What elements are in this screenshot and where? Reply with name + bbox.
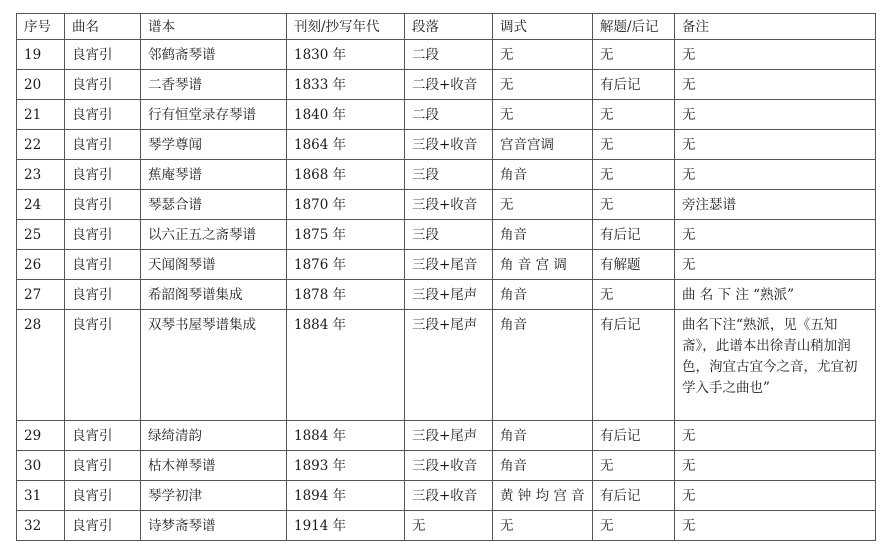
cell-section: 二段+收音	[405, 70, 493, 100]
cell-book: 枯木禅琴谱	[141, 451, 287, 481]
cell-no: 32	[17, 511, 65, 541]
cell-title: 良宵引	[65, 130, 141, 160]
cell-mode: 无	[493, 100, 593, 130]
cell-section: 三段+尾声	[405, 310, 493, 421]
table-row	[17, 40, 876, 70]
cell-mode: 无	[493, 40, 593, 70]
cell-note-title: 无	[593, 100, 675, 130]
cell-no: 19	[17, 40, 65, 70]
cell-year: 1830 年	[287, 40, 405, 70]
header-book: 谱本	[141, 14, 287, 40]
cell-note-title: 有解题	[593, 250, 675, 280]
cell-year: 1878 年	[287, 280, 405, 310]
cell-note-title: 无	[593, 40, 675, 70]
cell-year: 1884 年	[287, 310, 405, 421]
cell-year: 1914 年	[287, 511, 405, 541]
cell-book: 天闻阁琴谱	[141, 250, 287, 280]
cell-remark: 无	[675, 40, 876, 70]
cell-title: 良宵引	[65, 250, 141, 280]
cell-remark: 旁注瑟谱	[675, 190, 876, 220]
cell-no: 26	[17, 250, 65, 280]
cell-book: 诗梦斋琴谱	[141, 511, 287, 541]
cell-mode: 宫音宫调	[493, 130, 593, 160]
cell-section: 三段+尾音	[405, 250, 493, 280]
cell-remark: 无	[675, 100, 876, 130]
cell-title: 良宵引	[65, 481, 141, 511]
cell-section: 三段	[405, 220, 493, 250]
table-row	[17, 130, 876, 160]
cell-year: 1870 年	[287, 190, 405, 220]
cell-book: 琴学尊闻	[141, 130, 287, 160]
table-row	[17, 100, 876, 130]
cell-book: 琴瑟合谱	[141, 190, 287, 220]
cell-mode: 无	[493, 70, 593, 100]
cell-mode: 角音	[493, 280, 593, 310]
cell-title: 良宵引	[65, 70, 141, 100]
header-note-title: 解题/后记	[593, 14, 675, 40]
cell-section: 三段	[405, 160, 493, 190]
cell-remark: 无	[675, 481, 876, 511]
cell-year: 1868 年	[287, 160, 405, 190]
cell-remark: 无	[675, 70, 876, 100]
cell-no: 28	[17, 310, 65, 421]
cell-year: 1893 年	[287, 451, 405, 481]
cell-title: 良宵引	[65, 220, 141, 250]
cell-remark: 无	[675, 421, 876, 451]
cell-section: 三段+收音	[405, 481, 493, 511]
table-row	[17, 190, 876, 220]
cell-book: 绿绮清韵	[141, 421, 287, 451]
table-row	[17, 481, 876, 511]
table-row	[17, 160, 876, 190]
cell-book: 琴学初津	[141, 481, 287, 511]
cell-book: 邻鹤斋琴谱	[141, 40, 287, 70]
cell-remark: 无	[675, 130, 876, 160]
cell-title: 良宵引	[65, 160, 141, 190]
cell-book: 蕉庵琴谱	[141, 160, 287, 190]
cell-title: 良宵引	[65, 280, 141, 310]
cell-remark: 无	[675, 220, 876, 250]
cell-year: 1894 年	[287, 481, 405, 511]
table-row	[17, 511, 876, 541]
cell-mode: 角音	[493, 160, 593, 190]
cell-mode: 黄 钟 均 宫 音	[493, 481, 593, 511]
cell-section: 三段+收音	[405, 130, 493, 160]
cell-remark: 无	[675, 451, 876, 481]
cell-no: 24	[17, 190, 65, 220]
cell-note-title: 无	[593, 160, 675, 190]
table-row	[17, 451, 876, 481]
cell-remark: 无	[675, 250, 876, 280]
cell-remark: 无	[675, 160, 876, 190]
cell-mode: 角音	[493, 310, 593, 421]
cell-note-title: 有后记	[593, 481, 675, 511]
header-no: 序号	[17, 14, 65, 40]
cell-section: 三段+尾声	[405, 280, 493, 310]
header-remark: 备注	[675, 14, 876, 40]
cell-year: 1840 年	[287, 100, 405, 130]
cell-title: 良宵引	[65, 100, 141, 130]
cell-note-title: 有后记	[593, 220, 675, 250]
table-body	[17, 40, 876, 541]
cell-section: 三段+收音	[405, 190, 493, 220]
header-section: 段落	[405, 14, 493, 40]
cell-remark: 曲名下注“熟派，见《五知斋》，此谱本出徐青山稍加润色，洵宜古宜今之音，尤宜初学入手之曲也”	[675, 310, 876, 421]
table-row	[17, 250, 876, 280]
cell-no: 22	[17, 130, 65, 160]
cell-no: 21	[17, 100, 65, 130]
cell-year: 1884 年	[287, 421, 405, 451]
cell-book: 二香琴谱	[141, 70, 287, 100]
cell-note-title: 有后记	[593, 70, 675, 100]
cell-remark: 无	[675, 511, 876, 541]
cell-book: 行有恒堂录存琴谱	[141, 100, 287, 130]
cell-note-title: 无	[593, 190, 675, 220]
cell-section: 无	[405, 511, 493, 541]
cell-title: 良宵引	[65, 40, 141, 70]
cell-section: 二段	[405, 100, 493, 130]
cell-mode: 角音	[493, 220, 593, 250]
cell-mode: 角音	[493, 451, 593, 481]
cell-mode: 无	[493, 511, 593, 541]
table-header-row	[17, 14, 876, 40]
cell-title: 良宵引	[65, 190, 141, 220]
cell-year: 1875 年	[287, 220, 405, 250]
cell-no: 29	[17, 421, 65, 451]
cell-book: 双琴书屋琴谱集成	[141, 310, 287, 421]
table-row	[17, 70, 876, 100]
cell-mode: 角音	[493, 421, 593, 451]
cell-title: 良宵引	[65, 511, 141, 541]
cell-title: 良宵引	[65, 451, 141, 481]
cell-note-title: 有后记	[593, 421, 675, 451]
cell-no: 20	[17, 70, 65, 100]
cell-mode: 无	[493, 190, 593, 220]
cell-note-title: 无	[593, 280, 675, 310]
qupu-table	[16, 13, 876, 541]
table-row	[17, 220, 876, 250]
table-row	[17, 421, 876, 451]
cell-mode: 角 音 宫 调	[493, 250, 593, 280]
cell-note-title: 无	[593, 130, 675, 160]
cell-note-title: 无	[593, 451, 675, 481]
table-row	[17, 280, 876, 310]
cell-title: 良宵引	[65, 310, 141, 421]
cell-no: 27	[17, 280, 65, 310]
cell-no: 25	[17, 220, 65, 250]
cell-note-title: 无	[593, 511, 675, 541]
header-mode: 调式	[493, 14, 593, 40]
cell-no: 31	[17, 481, 65, 511]
cell-title: 良宵引	[65, 421, 141, 451]
cell-note-title: 有后记	[593, 310, 675, 421]
table-row	[17, 310, 876, 421]
cell-year: 1876 年	[287, 250, 405, 280]
cell-book: 以六正五之斋琴谱	[141, 220, 287, 250]
header-title: 曲名	[65, 14, 141, 40]
cell-year: 1864 年	[287, 130, 405, 160]
cell-section: 二段	[405, 40, 493, 70]
cell-section: 三段+收音	[405, 451, 493, 481]
cell-book: 希韶阁琴谱集成	[141, 280, 287, 310]
header-year: 刊刻/抄写年代	[287, 14, 405, 40]
cell-remark: 曲 名 下 注 “熟派”	[675, 280, 876, 310]
cell-section: 三段+尾声	[405, 421, 493, 451]
cell-no: 30	[17, 451, 65, 481]
cell-year: 1833 年	[287, 70, 405, 100]
cell-no: 23	[17, 160, 65, 190]
